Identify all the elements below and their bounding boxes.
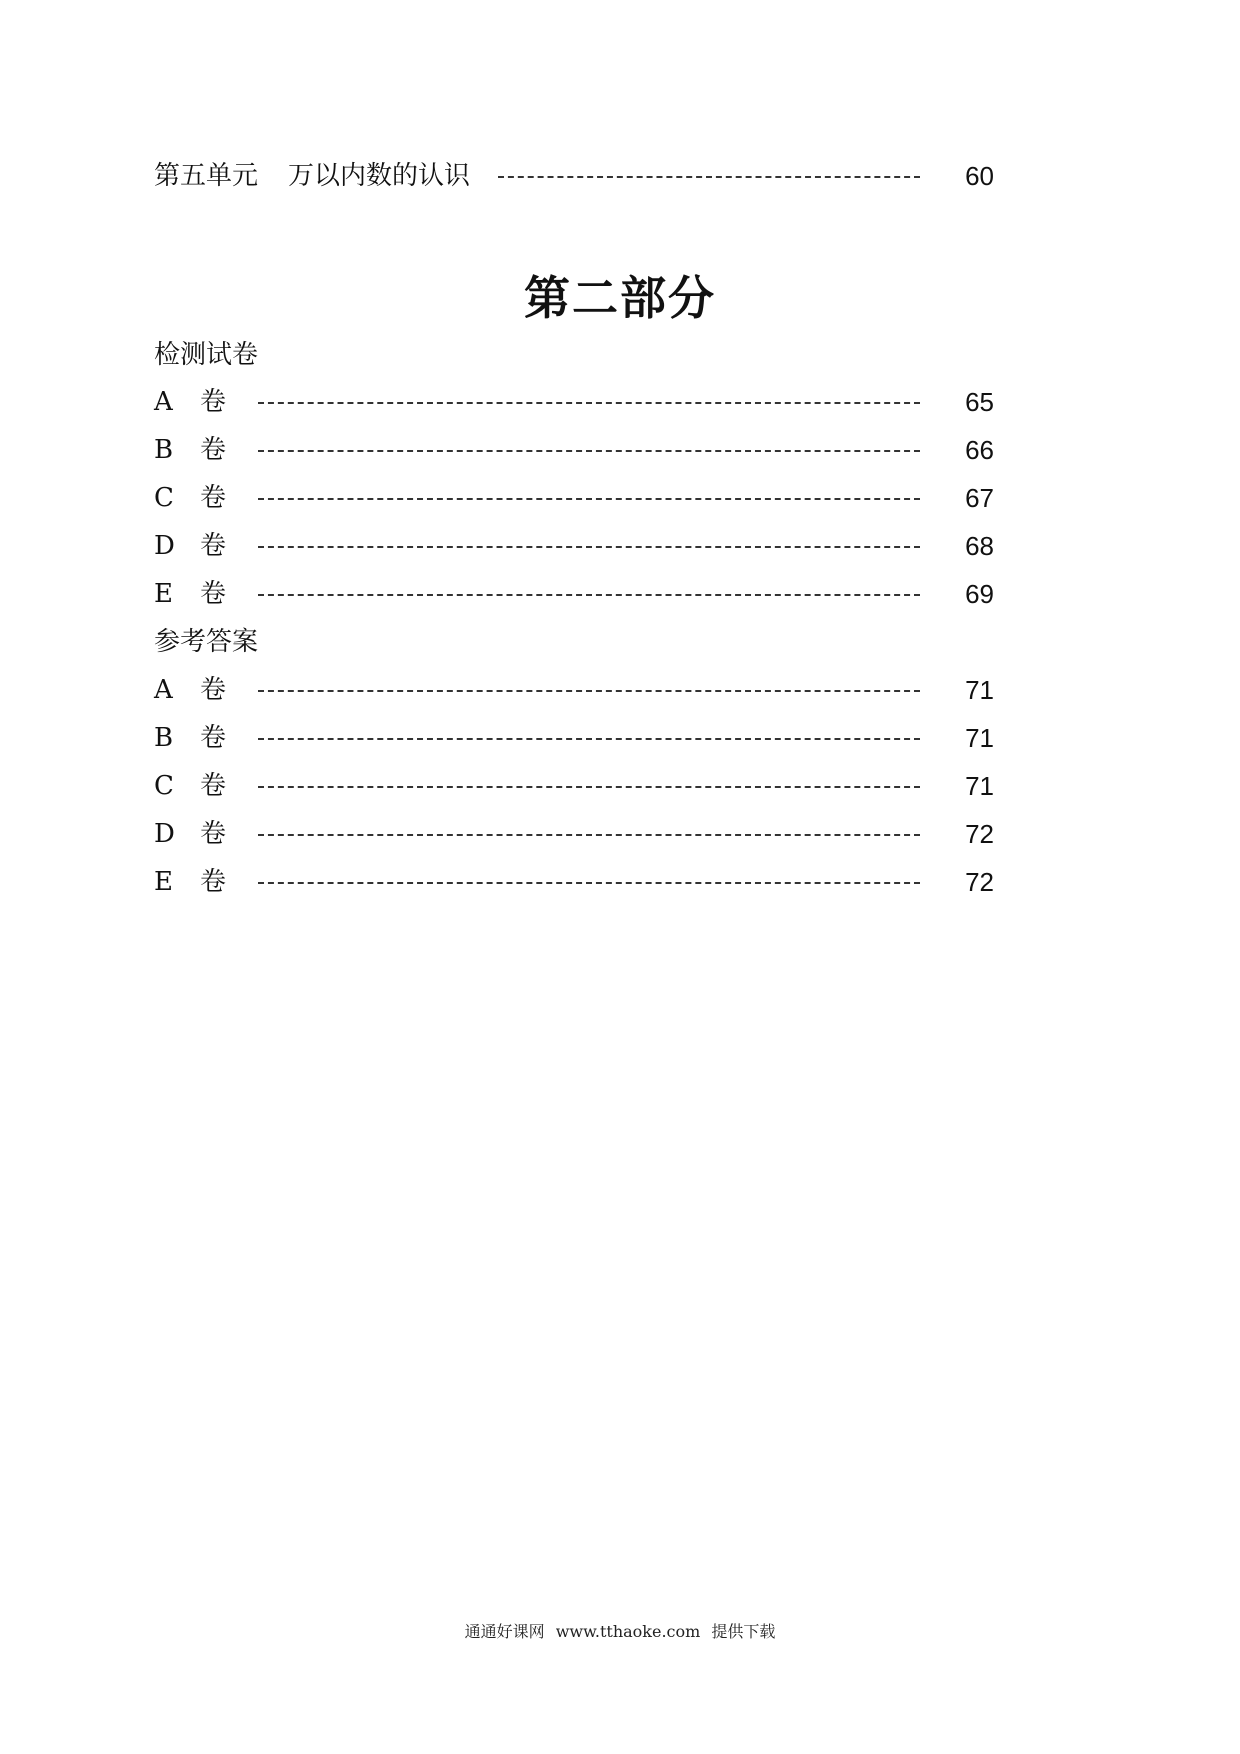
page-number: 71: [965, 675, 994, 705]
footer-site-name: 通通好课网: [464, 1622, 545, 1641]
paper-letter: C: [154, 483, 174, 513]
paper-juan: 卷: [200, 435, 227, 465]
toc-entry-answer-a[interactable]: [154, 668, 994, 712]
dot-leader: [258, 450, 920, 452]
toc-entry-answer-c[interactable]: [154, 764, 994, 808]
page-number: 72: [965, 867, 994, 897]
paper-letter: D: [154, 531, 175, 561]
toc-entry-test-e[interactable]: [154, 572, 994, 616]
page-number: 60: [965, 161, 994, 191]
page-number: 69: [965, 579, 994, 609]
paper-juan: 卷: [200, 723, 227, 753]
dot-leader: [258, 786, 920, 788]
page-number: 71: [965, 723, 994, 753]
answers-heading: 参考答案: [154, 627, 259, 657]
toc-entry-unit-5[interactable]: [154, 154, 994, 198]
page-number: 67: [965, 483, 994, 513]
paper-juan: 卷: [200, 771, 227, 801]
toc-entry-answer-b[interactable]: [154, 716, 994, 760]
dot-leader: [258, 498, 920, 500]
toc-entry-test-b[interactable]: [154, 428, 994, 472]
paper-juan: 卷: [200, 819, 227, 849]
toc-entry-test-d[interactable]: [154, 524, 994, 568]
page-number: 72: [965, 819, 994, 849]
dot-leader: [258, 882, 920, 884]
dot-leader: [258, 690, 920, 692]
dot-leader: [258, 738, 920, 740]
paper-letter: B: [154, 723, 174, 753]
page-number: 71: [965, 771, 994, 801]
paper-letter: A: [154, 675, 173, 705]
footer-suffix: 提供下载: [711, 1622, 776, 1641]
toc-entry-answer-e[interactable]: [154, 860, 994, 904]
toc-entry-answer-d[interactable]: [154, 812, 994, 856]
toc-entry-test-c[interactable]: [154, 476, 994, 520]
paper-letter: C: [154, 771, 174, 801]
dot-leader: [498, 176, 920, 178]
paper-juan: 卷: [200, 387, 227, 417]
unit-title: 万以内数的认识: [288, 161, 471, 191]
part-title: 第二部分: [524, 271, 716, 325]
paper-letter: B: [154, 435, 174, 465]
tests-heading: 检测试卷: [154, 340, 259, 370]
footer-url[interactable]: www.tthaoke.com: [555, 1622, 701, 1641]
paper-letter: D: [154, 819, 175, 849]
paper-juan: 卷: [200, 867, 227, 897]
paper-letter: E: [154, 579, 173, 609]
dot-leader: [258, 834, 920, 836]
page-number: 65: [965, 387, 994, 417]
dot-leader: [258, 402, 920, 404]
toc-entry-test-a[interactable]: [154, 380, 994, 424]
paper-juan: 卷: [200, 531, 227, 561]
dot-leader: [258, 546, 920, 548]
paper-letter: E: [154, 867, 173, 897]
paper-juan: 卷: [200, 483, 227, 513]
footer: [0, 1619, 1240, 1642]
paper-letter: A: [154, 387, 173, 417]
unit-number: 第五单元: [154, 161, 259, 191]
toc-entry-label: [154, 154, 470, 198]
page-number: 68: [965, 531, 994, 561]
page-number: 66: [965, 435, 994, 465]
paper-juan: 卷: [200, 579, 227, 609]
dot-leader: [258, 594, 920, 596]
paper-juan: 卷: [200, 675, 227, 705]
